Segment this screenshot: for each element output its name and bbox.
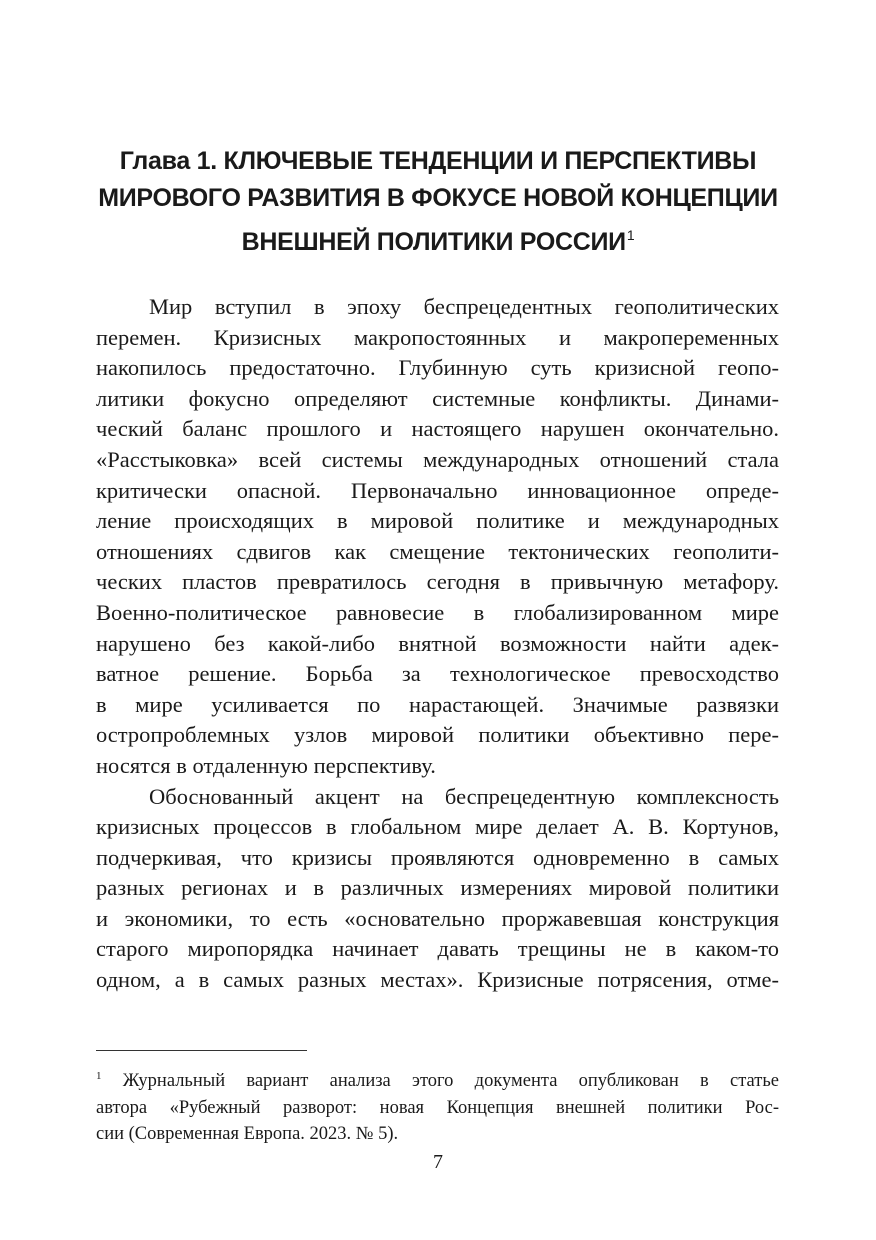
text-line: в мире усиливается по нарастающей. Значимые развязки [96,691,779,717]
text-line: и экономики, то есть «основательно проржавевшая конструкция [96,905,779,931]
text-line: подчеркивая, что кризисы проявляются одновременно в самых [96,844,779,870]
footnote-reference[interactable]: 1 [626,227,635,243]
text-line: перемен. Кризисных макропостоянных и макропеременных [96,324,779,350]
text-line: «Расстыковка» всей системы международных отношений стала [96,446,779,472]
paragraph [96,782,779,996]
footnote-line [96,1063,779,1095]
text-line: Военно-политическое равновесие в глобализированном мире [96,599,779,625]
text-line: ватное решение. Борьба за технологическое превосходство [96,661,779,687]
chapter-title-line-text: ВНЕШНЕЙ ПОЛИТИКИ РОССИИ [241,228,626,256]
text-line: кризисных процессов в глобальном мире делает А. В. Кортунов, [96,814,779,840]
text-line: накопилось предостаточно. Глубинную суть кризисной геопо- [96,355,779,381]
footnote-separator [96,1050,307,1051]
footnote-line-text: Журнальный вариант анализа этого документа опубликован в статье [122,1071,779,1091]
text-line: отношениях сдвигов как смещение тектонических геополити- [96,538,779,564]
body-text [96,292,779,996]
text-line: литики фокусно определяют системные конфликты. Динами- [96,385,779,411]
page-number: 7 [433,1151,443,1173]
footnote-marker: 1 [96,1070,102,1082]
text-line: ческих пластов превратилось сегодня в привычную метафору. [96,569,779,595]
footnote-line: автора «Рубежный разворот: новая Концепция внешней политики Рос- [96,1097,779,1118]
chapter-title-line [80,217,796,261]
text-line: разных регионах и в различных измерениях мировой политики [96,875,779,901]
text-line: одном, а в самых разных местах». Кризисные потрясения, отме- [96,967,779,993]
paragraph [96,292,779,782]
text-line: Обоснованный акцент на беспрецедентную комплексность [149,783,779,809]
text-line: старого миропорядка начинает давать трещины не в каком-то [96,936,779,962]
text-line: ческий баланс прошлого и настоящего нарушен окончательно. [96,416,779,442]
chapter-title-line: Глава 1. КЛЮЧЕВЫЕ ТЕНДЕНЦИИ И ПЕРСПЕКТИВЫ [119,147,757,175]
text-line: Мир вступил в эпоху беспрецедентных геополитических [149,294,779,319]
text-line: нарушено без какой-либо внятной возможности найти адек- [96,630,779,656]
footnote [96,1063,779,1148]
text-line: носятся в отдаленную перспективу. [96,752,436,778]
text-line: остропроблемных узлов мировой политики объективно пере- [96,722,779,748]
footnote-line: сии (Современная Европа. 2023. № 5). [96,1124,399,1144]
text-line: критически опасной. Первоначально инновационное опреде- [96,477,779,503]
chapter-title [80,143,796,261]
chapter-title-line: МИРОВОГО РАЗВИТИЯ В ФОКУСЕ НОВОЙ КОНЦЕПЦИИ [98,184,778,212]
text-line: ление происходящих в мировой политике и международных [96,508,779,534]
